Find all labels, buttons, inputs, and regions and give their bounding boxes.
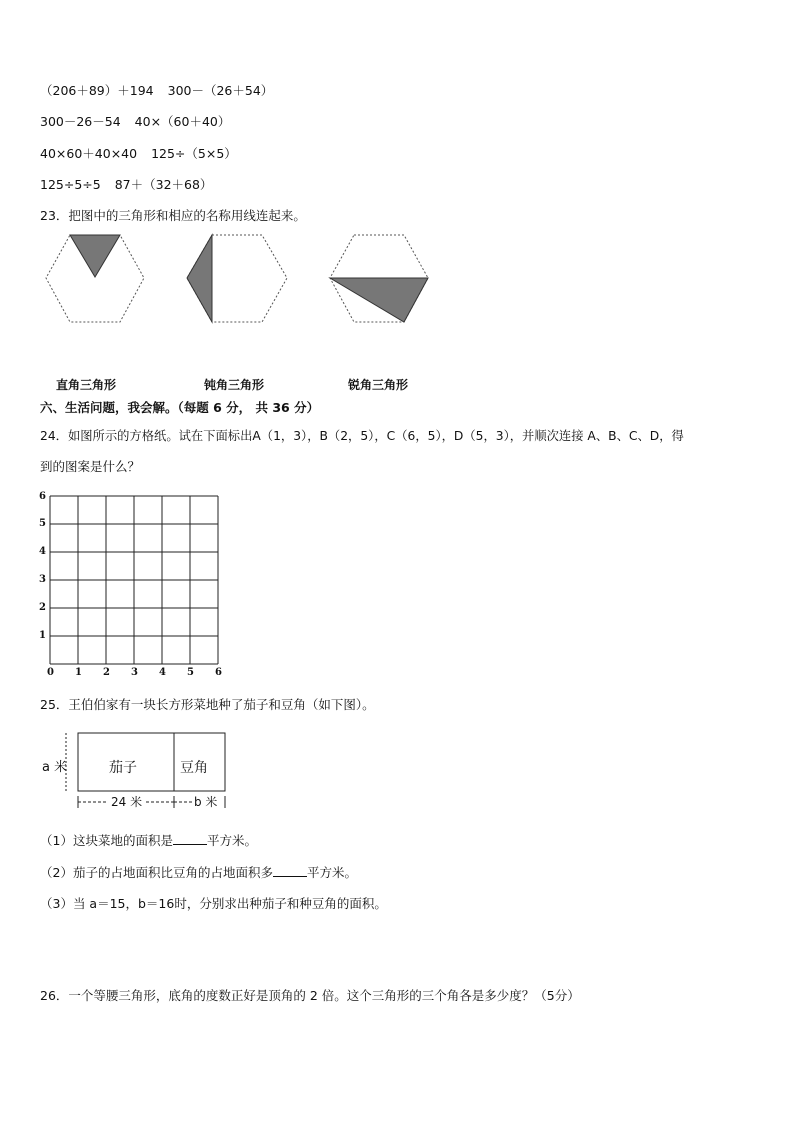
label-acute-triangle: 锐角三角形 <box>348 378 409 392</box>
x-label-2: 2 <box>103 667 110 678</box>
vegetable-plot-diagram <box>60 730 260 820</box>
x-label-0: 0 <box>47 667 54 678</box>
calc-line-3 <box>40 146 237 162</box>
y-label-5: 5 <box>39 518 46 529</box>
calc-expr: 40×60＋40×40 <box>40 146 138 161</box>
x-label-5: 5 <box>187 667 194 678</box>
y-label-3: 3 <box>39 574 46 585</box>
label-eggplant: 茄子 <box>109 760 137 776</box>
y-label-2: 2 <box>39 602 46 613</box>
x-label-4: 4 <box>159 667 166 678</box>
answer-blank-2[interactable] <box>273 864 307 877</box>
calc-expr: 40×（60＋40） <box>134 114 231 129</box>
q25-sub2-pre: （2）茄子的占地面积比豆角的占地面积多 <box>40 865 273 880</box>
calc-expr: 87＋（32＋68） <box>114 177 213 192</box>
q24-line2: 到的图案是什么？ <box>40 459 141 474</box>
q23-text: 23．把图中的三角形和相应的名称用线连起来。 <box>40 208 306 223</box>
q25-sub1-pre: （1）这块菜地的面积是 <box>40 833 173 848</box>
label-b-meters: b 米 <box>194 795 218 809</box>
q25-sub1-post: 平方米。 <box>206 833 257 848</box>
q24-line1: 24．如图所示的方格纸。试在下面标出A（1，3），B（2，5），C（6，5），D（5，3），并顺次连接 A、B、C、D，得 <box>40 429 684 443</box>
q26-text: 26．一个等腰三角形，底角的度数正好是顶角的 2 倍。这个三角形的三个角各是多少度？（5分） <box>40 988 580 1003</box>
triangle-acute <box>330 278 428 322</box>
label-bean: 豆角 <box>180 760 208 776</box>
grid-paper <box>50 496 230 666</box>
calc-expr: （206＋89）＋194 <box>40 83 154 98</box>
label-obtuse-triangle: 钝角三角形 <box>204 378 265 392</box>
calc-line-2 <box>40 114 230 130</box>
q25-sub2-post: 平方米。 <box>306 865 357 880</box>
y-label-4: 4 <box>39 546 46 557</box>
triangle-obtuse <box>187 235 212 322</box>
calc-expr: 300－26－54 <box>40 114 121 129</box>
calc-line-4 <box>40 177 212 193</box>
section-6-title: 六、生活问题，我会解。（每题 6 分， 共 36 分） <box>40 400 320 415</box>
label-24-meters: 24 米 <box>111 795 143 809</box>
calc-line-1 <box>40 83 273 99</box>
hexagon-figures <box>0 225 794 345</box>
calc-expr: 300－（26＋54） <box>167 83 274 98</box>
label-right-triangle: 直角三角形 <box>56 378 117 392</box>
answer-blank-1[interactable] <box>173 832 207 845</box>
triangle-right <box>70 235 120 277</box>
y-label-1: 1 <box>39 630 46 641</box>
y-label-6: 6 <box>39 491 46 502</box>
q25-text: 25．王伯伯家有一块长方形菜地种了茄子和豆角（如下图）。 <box>40 697 375 712</box>
label-a-meters: a 米 <box>42 760 68 775</box>
q25-sub2 <box>40 864 357 881</box>
calc-expr: 125÷（5×5） <box>151 146 237 161</box>
x-label-6: 6 <box>215 667 222 678</box>
q25-sub1 <box>40 832 257 849</box>
calc-expr: 125÷5÷5 <box>40 177 101 192</box>
x-label-3: 3 <box>131 667 138 678</box>
x-label-1: 1 <box>75 667 82 678</box>
q25-sub3: （3）当 a＝15，b＝16时，分别求出种茄子和种豆角的面积。 <box>40 896 387 911</box>
